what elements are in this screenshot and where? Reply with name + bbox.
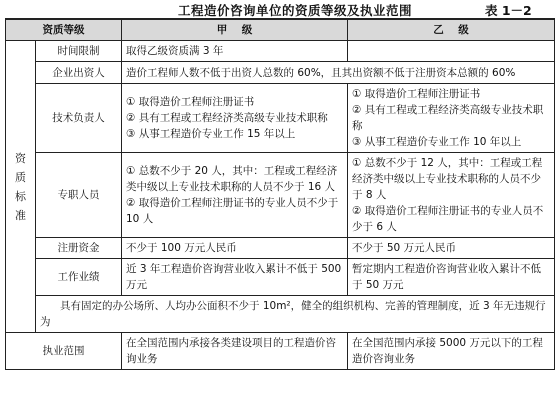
grade-b-tech-lead: [348, 84, 555, 153]
label-performance: 工作业绩: [36, 259, 122, 296]
grade-a-tech-lead-item: ② 具有工程或工程经济类高级专业技术职称: [126, 112, 328, 124]
grade-a-tech-lead: [122, 84, 348, 153]
table-title: 工程造价咨询单位的资质等级及执业范围: [178, 3, 413, 18]
grade-a-time-limit: 取得乙级资质满 3 年: [122, 41, 348, 62]
grade-a-performance: 近 3 年工程造价咨询营业收入累计不低于 500 万元: [122, 259, 348, 296]
grade-b-tech-lead-item: ① 取得造价工程师注册证书: [352, 88, 481, 100]
grade-b-performance: 暂定期内工程造价咨询营业收入累计不低于 50 万元: [348, 259, 555, 296]
row-time-limit: [6, 41, 555, 62]
grade-b-capital: 不少于 50 万元人民币: [348, 238, 555, 259]
grade-b-tech-lead-item: ② 具有工程或工程经济类高级专业技术职称: [352, 104, 544, 132]
qualification-standard-group-label: 资 质 标 准: [6, 41, 36, 333]
grade-b-staff-item: ② 取得造价工程师注册证书的专业人员不少于 6 人: [352, 205, 544, 233]
grade-b-tech-lead-item: ③ 从事工程造价专业工作 10 年以上: [352, 136, 522, 148]
label-investor: 企业出资人: [36, 62, 122, 84]
header-grade-b: 乙 级: [348, 19, 555, 41]
label-staff: 专职人员: [36, 153, 122, 238]
label-scope: 执业范围: [6, 333, 122, 370]
grade-b-time-limit: [348, 41, 555, 62]
grade-b-scope: 在全国范围内承接 5000 万元以下的工程造价咨询业务: [348, 333, 555, 370]
grade-a-tech-lead-item: ① 取得造价工程师注册证书: [126, 96, 255, 108]
row-staff: [6, 153, 555, 238]
qualification-table: [5, 18, 555, 370]
grade-b-staff: [348, 153, 555, 238]
row-capital: [6, 238, 555, 259]
label-capital: 注册资金: [36, 238, 122, 259]
grade-a-staff: [122, 153, 348, 238]
label-time-limit: 时间限制: [36, 41, 122, 62]
header-qualification-level: 资质等级: [6, 19, 122, 41]
header-grade-a: 甲 级: [122, 19, 348, 41]
grade-a-capital: 不少于 100 万元人民币: [122, 238, 348, 259]
header-row: [6, 19, 555, 41]
row-scope: [6, 333, 555, 370]
row-tech-lead: [6, 84, 555, 153]
label-tech-lead: 技术负责人: [36, 84, 122, 153]
row-performance: [6, 259, 555, 296]
grade-a-staff-item: ② 取得造价工程师注册证书的专业人员不少于 10 人: [126, 197, 339, 225]
title-row: [0, 0, 560, 17]
row-general-note: [6, 296, 555, 333]
grade-a-scope: 在全国范围内承接各类建设项目的工程造价咨询业务: [122, 333, 348, 370]
investor-requirement: 造价工程师人数不低于出资人总数的 60%，且其出资额不低于注册资本总额的 60%: [122, 62, 555, 84]
general-requirement-text: 具有固定的办公场所、人均办公面积不少于 10m²，健全的组织机构、完善的管理制度，近 3 年无违规行为: [40, 300, 546, 328]
table-number: 表 1－2: [485, 3, 532, 18]
general-requirement-note: [36, 296, 555, 333]
grade-a-tech-lead-item: ③ 从事工程造价专业工作 15 年以上: [126, 128, 296, 140]
grade-a-staff-item: ① 总数不少于 20 人，其中：工程或工程经济类中级以上专业技术职称的人员不少于 16 人: [126, 165, 338, 193]
grade-b-staff-item: ① 总数不少于 12 人，其中：工程或工程经济类中级以上专业技术职称的人员不少于 8 人: [352, 157, 543, 201]
row-investor: [6, 62, 555, 84]
